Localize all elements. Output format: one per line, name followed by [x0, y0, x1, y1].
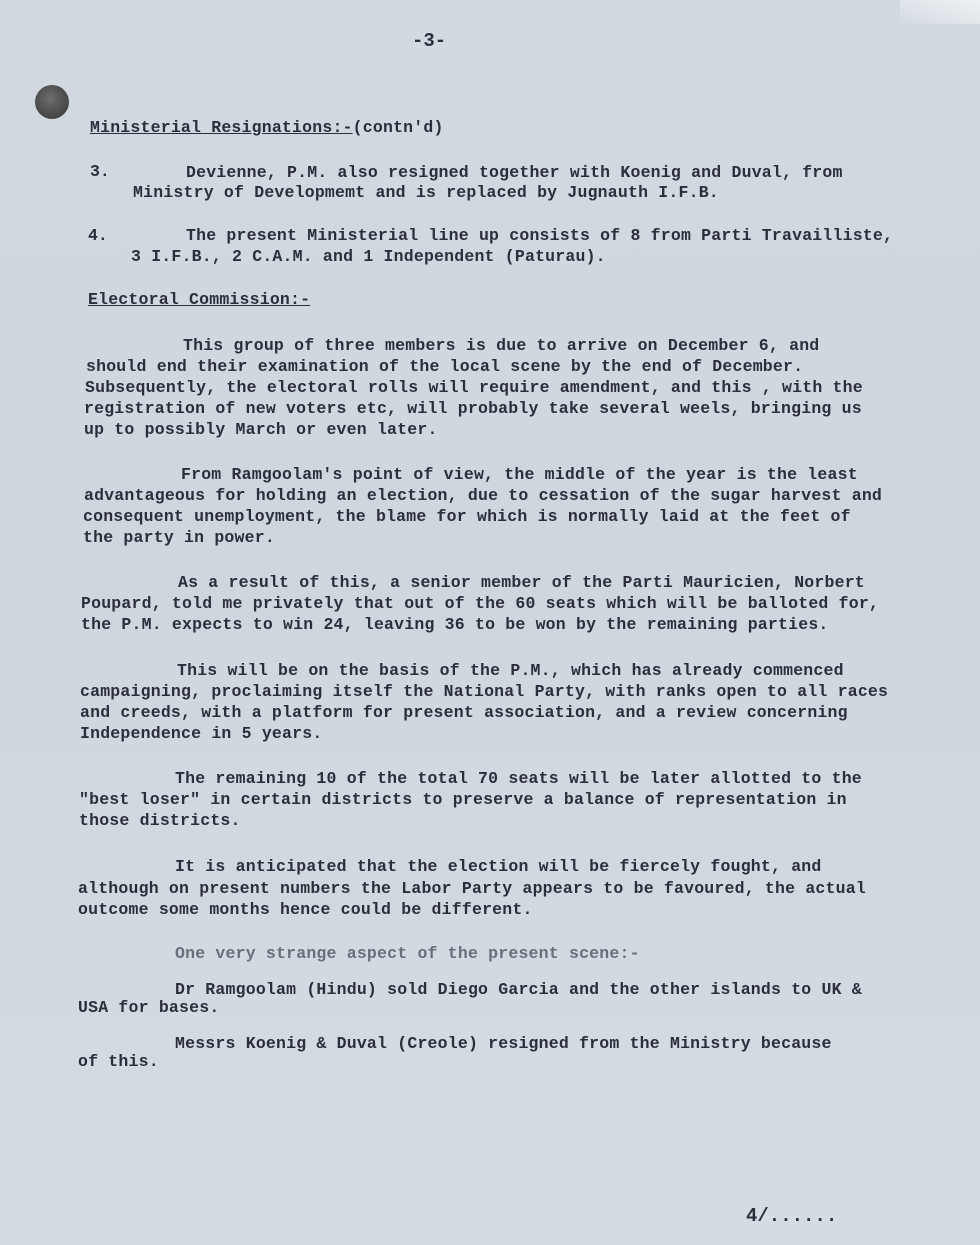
paragraph-line: As a result of this, a senior member of the Parti Mauricien, Norbert: [178, 573, 865, 592]
paragraph-line: Independence in 5 years.: [80, 724, 323, 743]
paragraph-line: those districts.: [79, 811, 241, 830]
paragraph-line: consequent unemployment, the blame for which is normally laid at the feet of: [83, 507, 851, 526]
punch-hole: [35, 85, 69, 119]
paragraph-line: Dr Ramgoolam (Hindu) sold Diego Garcia and the other islands to UK &: [175, 980, 862, 999]
strange-intro: One very strange aspect of the present scene:-: [175, 944, 640, 963]
paragraph-line: up to possibly March or even later.: [84, 420, 438, 439]
item-number: 3.: [90, 162, 110, 181]
paragraph-line: registration of new voters etc, will probably take several weels, bringing us: [84, 399, 862, 418]
item-number: 4.: [88, 226, 108, 245]
paragraph-line: the party in power.: [83, 528, 275, 547]
continuation-marker: 4/......: [746, 1205, 838, 1227]
paragraph-line: Messrs Koenig & Duval (Creole) resigned from the Ministry because: [175, 1034, 832, 1053]
paragraph-line: and creeds, with a platform for present association, and a review concerning: [80, 703, 848, 722]
paragraph-line: campaigning, proclaiming itself the National Party, with ranks open to all races: [80, 682, 889, 701]
item-line: Devienne, P.M. also resigned together with Koenig and Duval, from: [186, 163, 843, 182]
paragraph-line: This will be on the basis of the P.M., which has already commenced: [177, 661, 844, 680]
paragraph-line: although on present numbers the Labor Party appears to be favoured, the actual: [78, 879, 866, 898]
paragraph-line: It is anticipated that the election will be fiercely fought, and: [175, 857, 822, 876]
paragraph-line: the P.M. expects to win 24, leaving 36 to be won by the remaining parties.: [81, 615, 829, 634]
paragraph-line: "best loser" in certain districts to preserve a balance of representation in: [79, 790, 847, 809]
ministerial-heading: Ministerial Resignations:-: [90, 118, 353, 137]
paragraph-line: advantageous for holding an election, due to cessation of the sugar harvest and: [84, 486, 883, 505]
paragraph-line: Subsequently, the electoral rolls will require amendment, and this , with the: [85, 378, 863, 397]
page-number: -3-: [412, 30, 447, 52]
ministerial-heading-row: [90, 118, 444, 137]
ministerial-heading-suffix: (contn'd): [352, 118, 444, 137]
folded-corner: [900, 0, 980, 24]
paragraph-line: should end their examination of the local scene by the end of December.: [86, 357, 804, 376]
electoral-heading: Electoral Commission:-: [88, 290, 311, 309]
item-line: Ministry of Developmemt and is replaced by Jugnauth I.F.B.: [133, 183, 719, 202]
paragraph-line: This group of three members is due to arrive on December 6, and: [183, 336, 820, 355]
paragraph-line: of this.: [78, 1052, 159, 1071]
item-line: 3 I.F.B., 2 C.A.M. and 1 Independent (Paturau).: [131, 247, 606, 266]
paragraph-line: USA for bases.: [78, 998, 220, 1017]
paragraph-line: From Ramgoolam's point of view, the middle of the year is the least: [181, 465, 858, 484]
paragraph-line: The remaining 10 of the total 70 seats will be later allotted to the: [175, 769, 862, 788]
item-line: The present Ministerial line up consists of 8 from Parti Travailliste,: [186, 226, 894, 245]
paragraph-line: Poupard, told me privately that out of the 60 seats which will be balloted for,: [81, 594, 880, 613]
paragraph-line: outcome some months hence could be different.: [78, 900, 533, 919]
